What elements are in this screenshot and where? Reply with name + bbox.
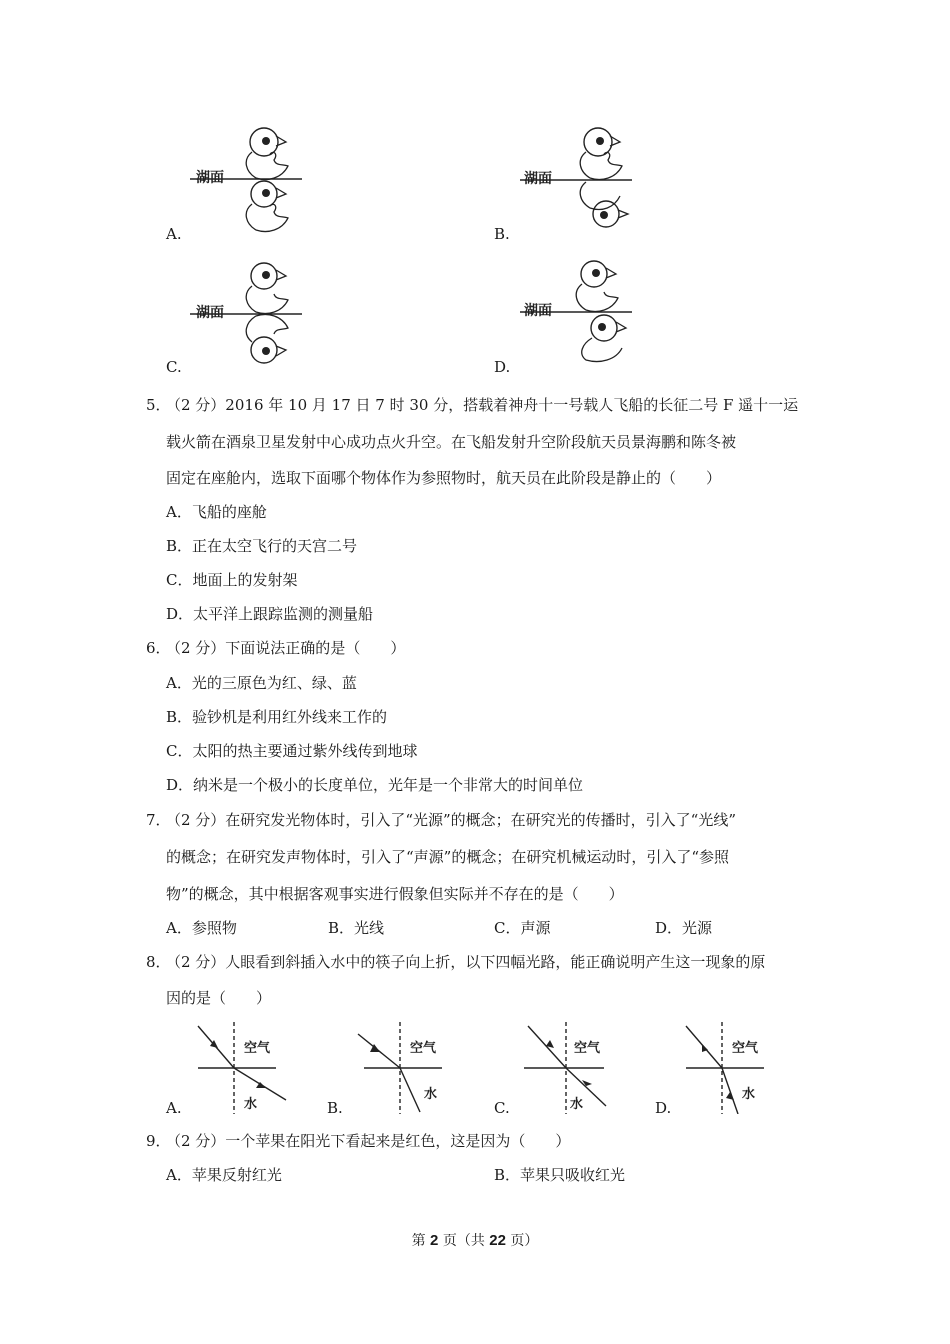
q5-option-c[interactable]: C．地面上的发射架 xyxy=(166,571,298,589)
q6-number: 6． xyxy=(146,639,171,657)
q6-stem-line-1: （2 分）下面说法正确的是（ ） xyxy=(166,639,406,657)
q4-figure-a xyxy=(190,120,310,240)
q9-option-b[interactable]: B．苹果只吸收红光 xyxy=(494,1166,626,1184)
q8-figure-c xyxy=(520,1022,620,1114)
q4-figure-c xyxy=(190,256,310,366)
total-page-number: 22 xyxy=(489,1232,506,1249)
q6-option-d[interactable]: D．纳米是一个极小的长度单位，光年是一个非常大的时间单位 xyxy=(166,776,584,794)
q5-number: 5． xyxy=(146,396,171,414)
footer-suffix: 页） xyxy=(510,1233,539,1249)
q6-option-c[interactable]: C．太阳的热主要通过紫外线传到地球 xyxy=(166,742,418,760)
q4-option-a[interactable]: A. xyxy=(166,225,182,243)
footer-mid: 页（共 xyxy=(442,1233,485,1249)
footer-prefix: 第 xyxy=(411,1233,426,1249)
air-label: 空气 xyxy=(244,1041,271,1056)
q7-option-a[interactable]: A．参照物 xyxy=(166,919,237,937)
water-label: 水 xyxy=(424,1087,438,1102)
q7-stem-line-3: 物”的概念，其中根据客观事实进行假象但实际并不存在的是（ ） xyxy=(166,885,624,903)
q6-option-a[interactable]: A．光的三原色为红、绿、蓝 xyxy=(166,674,357,692)
q7-stem-line-1: （2 分）在研究发光物体时，引入了“光源”的概念；在研究光的传播时，引入了“光线” xyxy=(166,811,736,829)
q9-number: 9． xyxy=(146,1132,171,1150)
air-label: 空气 xyxy=(732,1041,759,1056)
water-label: 水 xyxy=(570,1097,584,1112)
q7-option-c[interactable]: C．声源 xyxy=(494,919,551,937)
q5-option-a[interactable]: A．飞船的座舱 xyxy=(166,503,267,521)
current-page-number: 2 xyxy=(430,1232,439,1249)
lake-label: 湖面 xyxy=(524,303,552,319)
q8-figure-a xyxy=(194,1022,294,1114)
q9-option-a[interactable]: A．苹果反射红光 xyxy=(166,1166,282,1184)
q7-option-d[interactable]: D．光源 xyxy=(655,919,713,937)
q8-option-a[interactable]: A. xyxy=(166,1099,182,1117)
q6-option-b[interactable]: B．验钞机是利用红外线来工作的 xyxy=(166,708,388,726)
q4-option-c[interactable]: C. xyxy=(166,358,182,376)
q4-figure-b xyxy=(520,122,640,242)
lake-label: 湖面 xyxy=(196,170,224,186)
q5-option-d[interactable]: D．太平洋上跟踪监测的测量船 xyxy=(166,605,374,623)
water-label: 水 xyxy=(244,1097,258,1112)
q7-number: 7． xyxy=(146,811,171,829)
q4-figure-d xyxy=(520,256,640,366)
page-footer xyxy=(0,1230,950,1250)
q5-option-b[interactable]: B．正在太空飞行的天宫二号 xyxy=(166,537,358,555)
lake-label: 湖面 xyxy=(524,171,552,187)
q9-stem-line-1: （2 分）一个苹果在阳光下看起来是红色，这是因为（ ） xyxy=(166,1132,571,1150)
q5-stem-line-1: （2 分）2016 年 10 月 17 日 7 时 30 分，搭载着神舟十一号载人飞船的长征二号 F 遥十一运 xyxy=(166,396,799,414)
lake-label: 湖面 xyxy=(196,305,224,321)
q5-stem-line-2: 载火箭在酒泉卫星发射中心成功点火升空。在飞船发射升空阶段航天员景海鹏和陈冬被 xyxy=(166,433,737,451)
water-label: 水 xyxy=(742,1087,756,1102)
q5-stem-line-3: 固定在座舱内，选取下面哪个物体作为参照物时，航天员在此阶段是静止的（ ） xyxy=(166,469,722,487)
q7-option-b[interactable]: B．光线 xyxy=(328,919,385,937)
q8-figure-d xyxy=(680,1022,780,1114)
q8-stem-line-2: 因的是（ ） xyxy=(166,989,272,1007)
q4-option-d[interactable]: D. xyxy=(494,358,511,376)
q8-figure-b xyxy=(354,1022,454,1114)
air-label: 空气 xyxy=(574,1041,601,1056)
q8-option-b[interactable]: B. xyxy=(327,1099,343,1117)
air-label: 空气 xyxy=(410,1041,437,1056)
q8-option-d[interactable]: D. xyxy=(655,1099,672,1117)
q7-stem-line-2: 的概念；在研究发声物体时，引入了“声源”的概念；在研究机械运动时，引入了“参照 xyxy=(166,848,730,866)
q4-option-b[interactable]: B. xyxy=(494,225,510,243)
q8-stem-line-1: （2 分）人眼看到斜插入水中的筷子向上折，以下四幅光路，能正确说明产生这一现象的原 xyxy=(166,953,766,971)
q8-number: 8． xyxy=(146,953,171,971)
q8-option-c[interactable]: C. xyxy=(494,1099,510,1117)
